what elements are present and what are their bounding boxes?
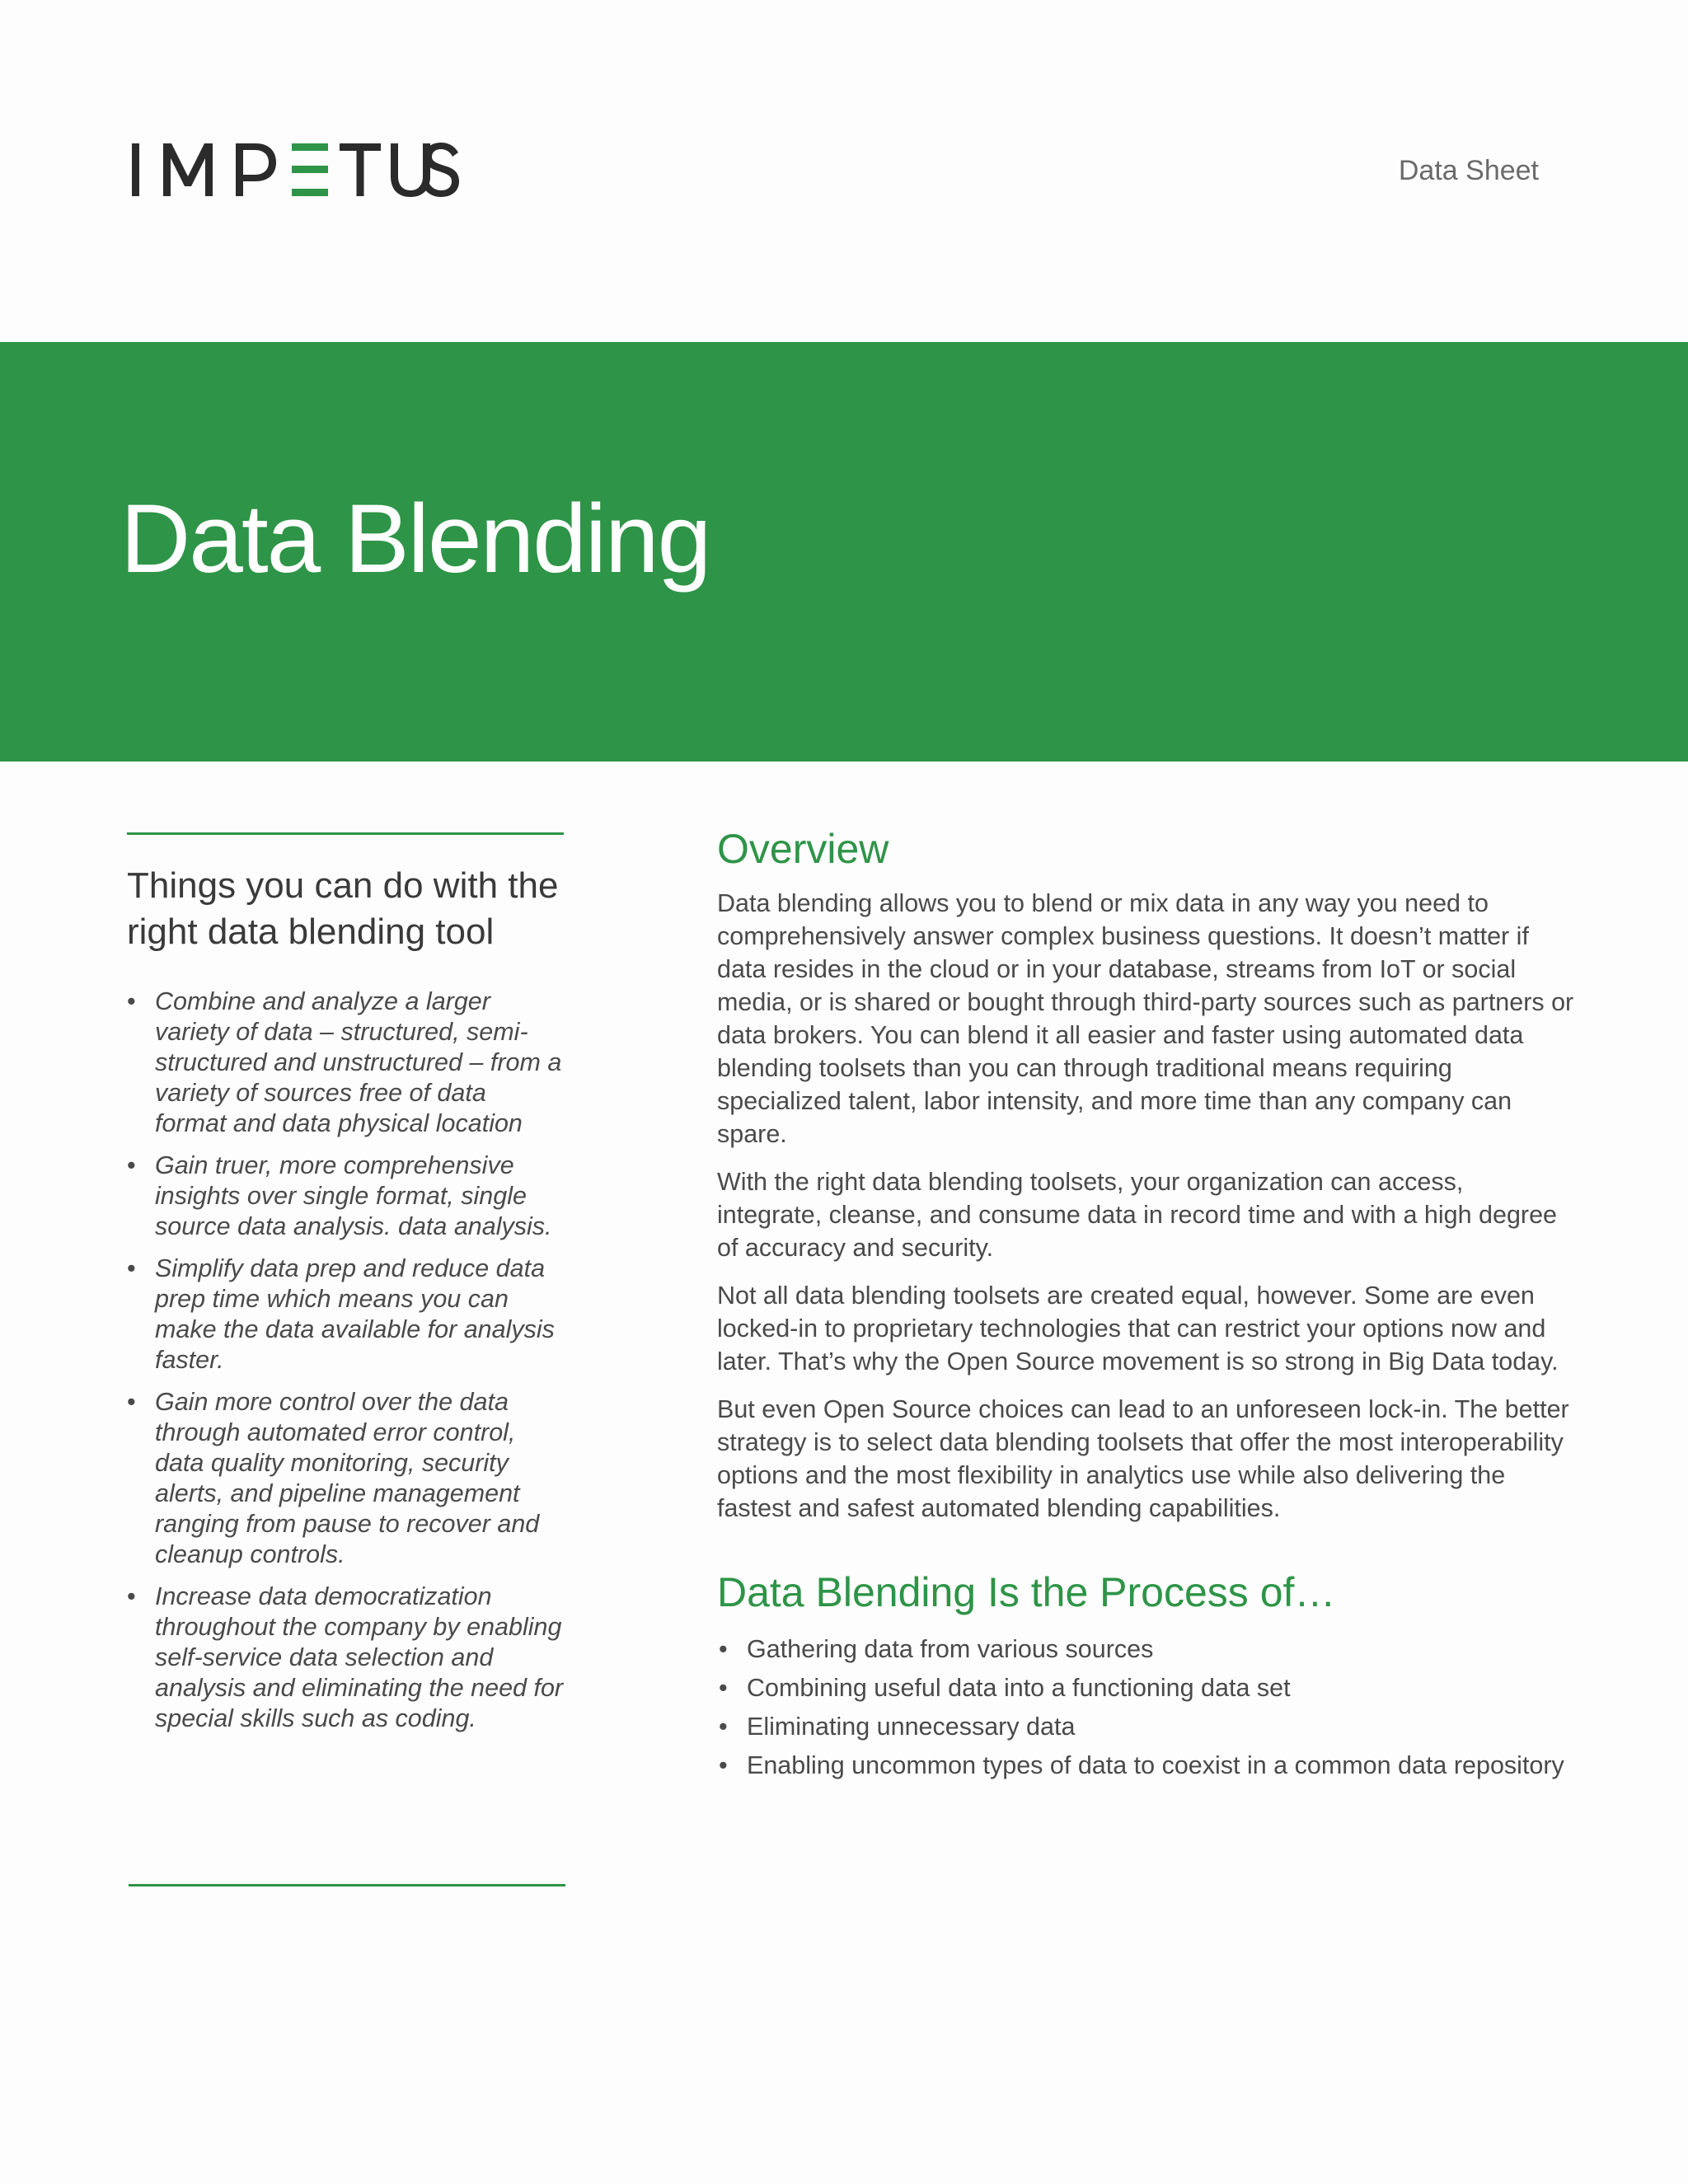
sidebar-bottom-rule: [129, 1884, 565, 1886]
sidebar-list-item: • Combine and analyze a larger variety of data – structured, semi-structured and unstructured – from a variety of sources free of data format and data physical location: [127, 987, 564, 1139]
process-list-item: • Gathering data from various sources: [717, 1630, 1574, 1669]
process-list-item: • Enabling uncommon types of data to coexist in a common data repository: [717, 1746, 1574, 1785]
sidebar-list-item: • Increase data democratization throughout the company by enabling self-service data selection and analysis and eliminating the need for special skills such as coding.: [127, 1582, 564, 1734]
impetus-logo: [130, 138, 460, 201]
main-content: [717, 823, 1574, 1785]
process-list-item: • Eliminating unnecessary data: [717, 1708, 1574, 1746]
sidebar-list-item: • Gain more control over the data through automated error control, data quality monitoring, security alerts, and pipeline management ranging from pause to recover and cleanup controls.: [127, 1387, 564, 1570]
sidebar-list-item: • Gain truer, more comprehensive insights over single format, single source data analysis. data analysis.: [127, 1151, 564, 1242]
sidebar-heading: Things you can do with the right data blending tool: [127, 865, 559, 952]
process-list: [717, 1630, 1574, 1785]
sidebar-top-rule: [127, 832, 564, 835]
overview-paragraph: Data blending allows you to blend or mix data in any way you need to comprehensively answer complex business questions. It doesn’t matter if data resides in the cloud or in your database, streams from IoT or social media, or is shared or bought through third-party sources such as partners or data brokers. You can blend it all easier and faster using automated data blending toolsets than you can through traditional means requiring specialized talent, labor intensity, and more time than any company can spare.: [717, 889, 1574, 1148]
overview-paragraph: But even Open Source choices can lead to an unforeseen lock-in. The better strategy is to select data blending toolsets that offer the most interoperability options and the most flexibility in analytics use while also delivering the fastest and safest automated blending capabilities.: [717, 1395, 1569, 1522]
document-type-label: Data Sheet: [1398, 155, 1539, 186]
overview-paragraph: Not all data blending toolsets are created equal, however. Some are even locked-in to proprietary technologies that can restrict your options now and later. That’s why the Open Source movement is so strong in Big Data today.: [717, 1282, 1559, 1376]
overview-heading: Overview: [717, 826, 889, 872]
overview-paragraph: With the right data blending toolsets, your organization can access, integrate, cleanse, and consume data in record time and with a high degree of accuracy and security.: [717, 1168, 1557, 1262]
page-title: Data Blending: [120, 485, 710, 593]
sidebar-list-item: • Simplify data prep and reduce data prep time which means you can make the data available for analysis faster.: [127, 1254, 564, 1376]
process-list-item: • Combining useful data into a functioning data set: [717, 1669, 1574, 1708]
sidebar-list: [127, 987, 564, 1734]
process-heading: Data Blending Is the Process of…: [717, 1569, 1336, 1615]
sidebar-callout: [127, 832, 564, 1746]
